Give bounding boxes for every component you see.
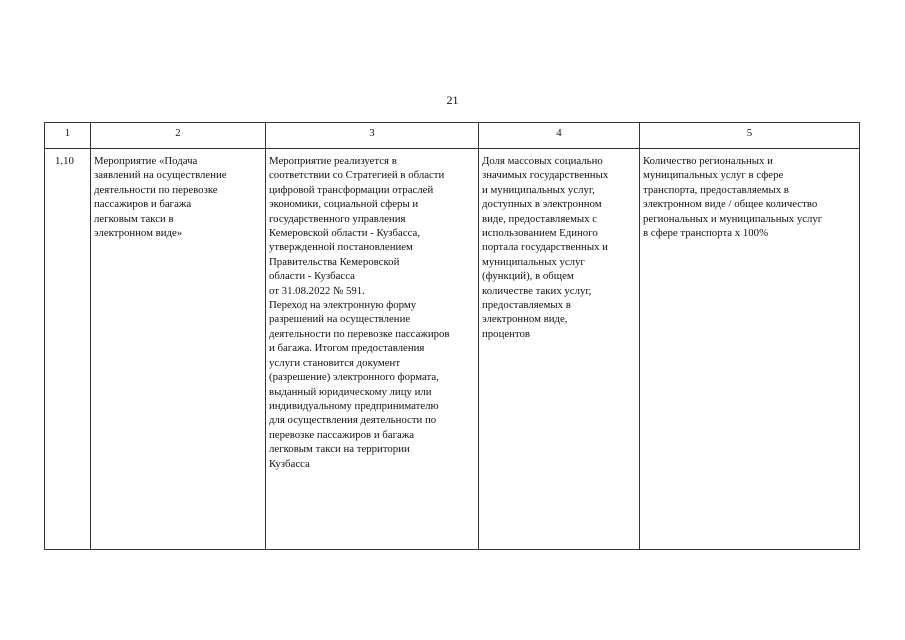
page-number: 21 (446, 93, 459, 107)
column-header-3: 3 (266, 123, 479, 149)
table-row (45, 149, 860, 550)
column-header-2: 2 (91, 123, 266, 149)
table-header-row (45, 123, 860, 149)
formula-cell: Количество региональных и муниципальных услуг в сфере транспорта, предоставляемых в электронном виде / общее количество региональных и муниципальных услуг в сфере транспорта х 100% (640, 149, 860, 550)
measure-name-cell: Мероприятие «Подача заявлений на осуществление деятельности по перевозке пассажиров и багажа легковым такси в электронном виде» (91, 149, 266, 550)
row-number-cell: 1.10 (45, 149, 91, 550)
indicator-cell: Доля массовых социально значимых государственных и муниципальных услуг, доступных в электронном виде, предоставляемых с использованием Единого портала государственных и муниципальных услуг (функций), в общем количестве таких услуг, предоставляемых в электронном виде, процентов (479, 149, 640, 550)
column-header-5: 5 (640, 123, 860, 149)
column-header-1: 1 (45, 123, 91, 149)
document-table (44, 122, 860, 550)
column-header-4: 4 (479, 123, 640, 149)
measure-description-cell: Мероприятие реализуется в соответствии со Стратегией в области цифровой трансформации отраслей экономики, социальной сферы и государственного управления Кемеровской области - Кузбасса, утвержденной постановлением Правительства Кемеровской области - Кузбасса от 31.08.2022 № 591. Переход на электронную форму разрешений на осуществление деятельности по перевозке пассажиров и багажа. Итогом предоставления услуги становится документ (разрешение) электронного формата, выданный юридическому лицу или индивидуальному предпринимателю для осуществления деятельности по перевозке пассажиров и багажа легковым такси на территории Кузбасса (266, 149, 479, 550)
